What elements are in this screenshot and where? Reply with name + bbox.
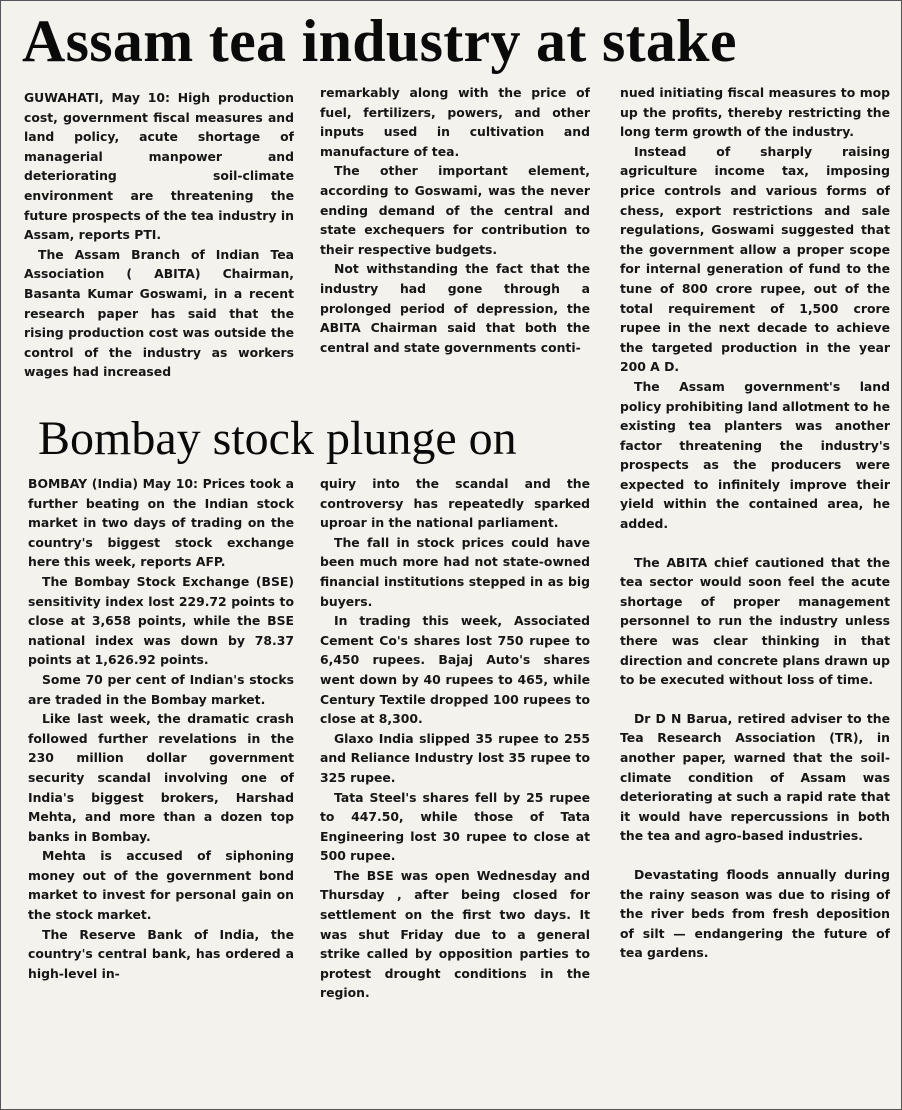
paragraph: Instead of sharply raising agriculture income tax, imposing price controls and various forms of chess, export restrictions and sale regulations, Goswami suggested that the government allow a proper scope for internal generation of fund to the tune of 800 crore rupee, out of the total requirement of 1,500 crore rupee in the next decade to achieve the targeted production in the year 200 A D.	[620, 143, 890, 375]
paragraph: The Reserve Bank of India, the country's central bank, has ordered a high-level in-	[28, 926, 294, 981]
paragraph: In trading this week, Associated Cement Co's shares lost 750 rupee to 6,450 rupees. Bajaj Auto's shares went down by 40 rupees to 465, while Century Textile dropped 100 rupees to close at 8,300.	[320, 613, 590, 727]
paragraph: Like last week, the dramatic crash followed further revelations in the 230 million dollar government security scandal involving one of India's biggest brokers, Harshad Mehta, and more than a dozen top banks in Bombay.	[28, 711, 294, 844]
bombay-article-column-1	[28, 474, 294, 1110]
paragraph: Devastating floods annually during the rainy season was due to rising of the river beds from fresh deposition of silt — endangering the future of tea gardens.	[620, 866, 890, 961]
paragraph: The fall in stock prices could have been much more had not state-owned financial institutions stepped in as big buyers.	[320, 534, 590, 609]
paragraph: Mehta is accused of siphoning money out of the government bond market to invest for personal gain on the stock market.	[28, 848, 294, 923]
paragraph: Not withstanding the fact that the industry had gone through a prolonged period of depression, the ABITA Chairman said that both the central and state governments conti-	[320, 261, 590, 355]
bombay-article-column-2	[320, 474, 590, 1110]
paragraph: Tata Steel's shares fell by 25 rupee to 447.50, while those of Tata Engineering lost 30 rupee to close at 500 rupee.	[320, 789, 590, 864]
paragraph: The BSE was open Wednesday and Thursday , after being closed for settlement on the first two days. It was shut Friday due to a general strike called by opposition parties to protest drought conditions in the region.	[320, 867, 590, 1001]
assam-article-column-1	[24, 88, 294, 410]
headline-assam-tea: Assam tea industry at stake	[22, 8, 737, 74]
paragraph: nued initiating fiscal measures to mop up the profits, thereby restricting the long term growth of the industry.	[620, 85, 890, 140]
paragraph: The Assam government's land policy prohibiting land allotment to he existing tea planters was another factor threatening the industry's prospects as the producers were expected to infinitely improve their yield within the contained area, he added.	[620, 378, 890, 532]
assam-article-column-2	[320, 83, 590, 410]
paragraph: The other important element, according to Goswami, was the never ending demand of the central and state exchequers for contribution to their respective budgets.	[320, 163, 590, 257]
paragraph: Some 70 per cent of Indian's stocks are traded in the Bombay market.	[28, 671, 294, 707]
headline-bombay-stock: Bombay stock plunge on	[38, 412, 517, 465]
paragraph: GUWAHATI, May 10: High production cost, government fiscal measures and land policy, acute shortage of managerial manpower and deteriorating soil-climate environment are threatening the future prospects of the tea industry in Assam, reports PTI.	[24, 90, 294, 243]
paragraph: The ABITA chief cautioned that the tea sector would soon feel the acute shortage of proper management personnel to run the industry unless there was clear thinking in that direction and concrete plans drawn up to be executed without loss of time.	[620, 554, 890, 688]
paragraph: Dr D N Barua, retired adviser to the Tea Research Association (TR), in another paper, warned that the soil-climate condition of Assam was deteriorating at such a rapid rate that it would have repercussions in both the tea and agro-based industries.	[620, 710, 890, 844]
assam-article-column-3	[620, 83, 890, 1110]
paragraph: The Assam Branch of Indian Tea Association ( ABITA) Chairman, Basanta Kumar Goswami, in a recent research paper has said that the rising production cost was outside the control of the industry as workers wages had increased	[24, 246, 294, 380]
paragraph: BOMBAY (India) May 10: Prices took a further beating on the Indian stock market in two days of trading on the country's biggest stock exchange here this week, reports AFP.	[28, 476, 294, 570]
paragraph: quiry into the scandal and the controversy has repeatedly sparked uproar in the national parliament.	[320, 476, 590, 531]
paragraph: remarkably along with the price of fuel, fertilizers, powers, and other inputs used in cultivation and manufacture of tea.	[320, 85, 590, 159]
paragraph: Glaxo India slipped 35 rupee to 255 and Reliance Industry lost 35 rupee to 325 rupee.	[320, 730, 590, 785]
paragraph: The Bombay Stock Exchange (BSE) sensitivity index lost 229.72 points to close at 3,658 points, while the BSE national index was down by 78.37 points at 1,626.92 points.	[28, 573, 294, 668]
